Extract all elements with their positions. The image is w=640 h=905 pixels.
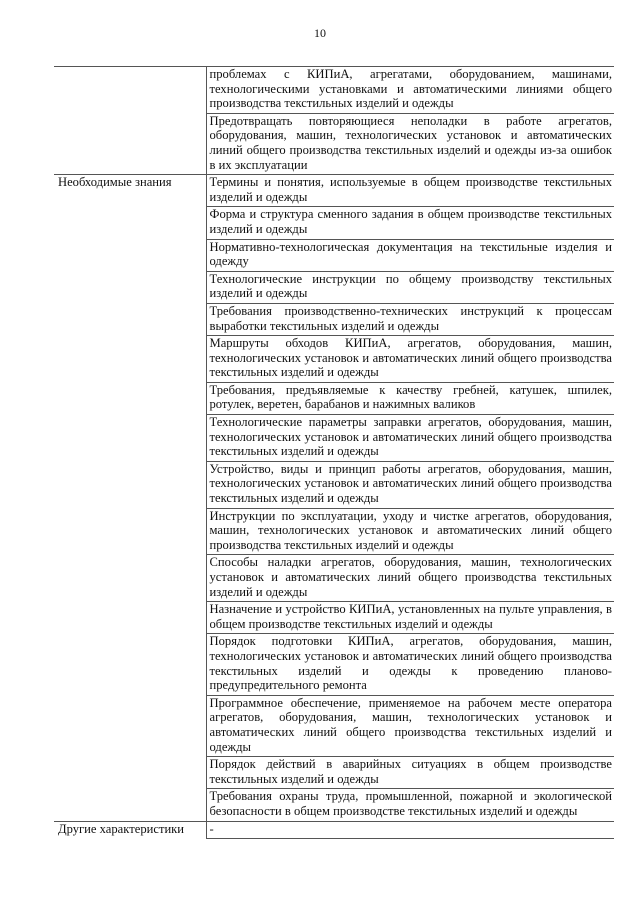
requirement-item: Термины и понятия, используемые в общем производстве текстильных изделий и одежды [206, 175, 614, 207]
table-row [54, 67, 614, 114]
requirement-item: Способы наладки агрегатов, оборудования, машин, технологических установок и автоматических линий общего производства текстильных изделий и одежды [206, 555, 614, 602]
requirement-item: Инструкции по эксплуатации, уходу и чистке агрегатов, оборудования, машин, технологических установок и автоматических линий общего производства текстильных изделий и одежды [206, 508, 614, 555]
requirement-item: Устройство, виды и принцип работы агрегатов, оборудования, машин, технологических установок и автоматических линий общего производства текстильных изделий и одежды [206, 461, 614, 508]
requirement-item: Назначение и устройство КИПиА, установленных на пульте управления, в общем производстве текстильных изделий и одежды [206, 602, 614, 634]
section-label [54, 67, 206, 175]
requirement-item: Маршруты обходов КИПиА, агрегатов, оборудования, машин, технологических установок и автоматических линий общего производства текстильных изделий и одежды [206, 336, 614, 383]
section-label: Необходимые знания [54, 175, 206, 821]
requirement-item: Требования производственно-технических инструкций к процессам выработки текстильных изделий и одежды [206, 303, 614, 335]
requirement-item: - [206, 821, 614, 839]
requirement-item: Технологические параметры заправки агрегатов, оборудования, машин, технологических установок и автоматических линий общего производства текстильных изделий и одежды [206, 415, 614, 462]
requirement-item: Технологические инструкции по общему производству текстильных изделий и одежды [206, 271, 614, 303]
section-label: Другие характеристики [54, 821, 206, 839]
table-body [54, 67, 614, 839]
page-number: 10 [314, 26, 326, 40]
requirement-item: Предотвращать повторяющиеся неполадки в работе агрегатов, оборудования, машин, технологических установок и автоматических линий общего производства текстильных изделий и одежды из-за ошибок в их эксплуатации [206, 113, 614, 174]
requirement-item: Программное обеспечение, применяемое на рабочем месте оператора агрегатов, оборудования, машин, технологических установок и автоматических линий общего производства текстильных изделий и одежды [206, 695, 614, 756]
requirement-item: Порядок действий в аварийных ситуациях в общем производстве текстильных изделий и одежды [206, 757, 614, 789]
requirement-item: Нормативно-технологическая документация на текстильные изделия и одежду [206, 239, 614, 271]
table-row [54, 175, 614, 207]
requirement-item: Форма и структура сменного задания в общем производстве текстильных изделий и одежды [206, 207, 614, 239]
table-row [54, 821, 614, 839]
requirement-item: Порядок подготовки КИПиА, агрегатов, оборудования, машин, технологических установок и автоматических линий общего производства текстильных изделий и одежды к проведению планово-предупредительного ремонта [206, 634, 614, 695]
requirement-item: Требования, предъявляемые к качеству гребней, катушек, шпилек, ротулек, веретен, барабанов и нажимных валиков [206, 382, 614, 414]
requirement-item: Требования охраны труда, промышленной, пожарной и экологической безопасности в общем производстве текстильных изделий и одежды [206, 789, 614, 821]
requirement-item: проблемах с КИПиА, агрегатами, оборудованием, машинами, технологическими установками и автоматическими линиями общего производства текстильных изделий и одежды [206, 67, 614, 114]
competency-table [54, 66, 614, 839]
